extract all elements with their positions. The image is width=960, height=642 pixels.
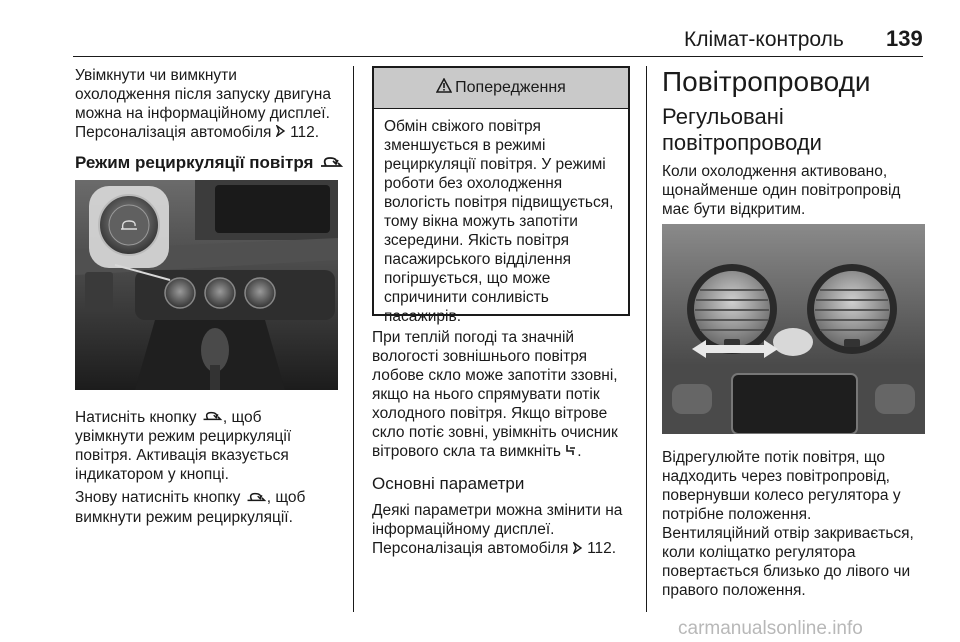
basic-settings-text: Деякі параметри можна змінити на інформаційному дисплеї. Персоналізація автомобіля bbox=[372, 502, 623, 558]
air-vents-heading: Повітропроводи bbox=[662, 66, 871, 97]
recirculation-on-paragraph bbox=[75, 408, 345, 484]
fogging-text: При теплій погоді та значній вологості зовнішнього повітря лобове скло може запотіти ззовні, якщо на нього спрямувати потік холодного повітря. Якщо вітрове скло потіє зовні, увімкніть очисник вітрового скла та вимкніть bbox=[372, 329, 618, 460]
recirculation-icon bbox=[318, 153, 344, 175]
watermark: carmanualsonline.info bbox=[678, 618, 863, 639]
intro-paragraph bbox=[75, 66, 345, 142]
para1-start: Натисніть кнопку bbox=[75, 409, 197, 426]
basic-settings-heading: Основні параметри bbox=[372, 474, 525, 494]
warning-title: Попередження bbox=[455, 79, 566, 96]
column-divider-right bbox=[646, 66, 647, 612]
para2-end: , щоб вимкнути режим рециркуляції. bbox=[75, 489, 306, 526]
reference-arrow-icon bbox=[276, 123, 286, 142]
console-photo bbox=[75, 180, 338, 390]
warning-triangle-icon bbox=[436, 78, 452, 98]
vents-adjust-paragraph: Відрегулюйте потік повітря, що надходить через повітропровід, повернувши колесо регулятора у потрібне положення. Вентиляційний отвір закривається, коли коліщатко регулятора повертається близько до лівого чи правого положення. bbox=[662, 449, 914, 599]
reference-arrow-icon bbox=[573, 540, 583, 559]
recirculation-heading-text: Режим рециркуляції повітря bbox=[75, 153, 314, 173]
right-column bbox=[662, 66, 927, 219]
left-column bbox=[75, 66, 345, 175]
right-column-lower bbox=[662, 448, 927, 600]
recirculation-heading bbox=[75, 152, 345, 175]
header-rule bbox=[73, 56, 923, 57]
footwell-airflow-icon bbox=[565, 442, 577, 461]
intro-text: Увімкнути чи вимкнути охолодження після запуску двигуна можна на інформаційному дисплеї. Персоналізація автомобіля bbox=[75, 67, 331, 141]
vents-open-paragraph: Коли охолодження активовано, щонайменше один повітропровід має бути відкритим. bbox=[662, 163, 901, 218]
basic-settings-paragraph bbox=[372, 501, 640, 558]
running-header-title: Клімат-контроль bbox=[684, 28, 844, 51]
air-vents-photo bbox=[662, 224, 925, 434]
basic-settings-reference[interactable]: 112. bbox=[587, 540, 617, 558]
recirculation-icon bbox=[201, 408, 223, 427]
warning-box bbox=[372, 66, 630, 325]
column-divider-left bbox=[353, 66, 354, 612]
fogging-paragraph: При теплій погоді та значній вологості зовнішнього повітря лобове скло може запотіти ззовні, якщо на нього спрямувати потік холодного повітря. Якщо вітрове скло потіє зовні, увімкніть очисник вітрового скла та вимкніть . bbox=[372, 329, 618, 460]
warning-header bbox=[374, 68, 628, 109]
intro-reference[interactable]: 112. bbox=[290, 124, 320, 141]
page-number: 139 bbox=[886, 26, 923, 51]
warning-body bbox=[374, 109, 628, 334]
left-column-lower bbox=[75, 408, 345, 527]
recirculation-icon bbox=[245, 489, 267, 508]
warning-text: Обмін свіжого повітря зменшується в режимі рециркуляції повітря. У режимі роботи без охолодження вологість повітря підвищується, тому вікна можуть запотіти зсередини. Якість повітря пасажирського відділення погіршується, що може спричинити сонливість пасажирів. bbox=[384, 118, 614, 325]
para1-end: , щоб увімкнути режим рециркуляції повітря. Активація вказується індикатором у кнопці. bbox=[75, 409, 292, 484]
middle-column bbox=[372, 328, 640, 559]
adjustable-vents-subheading: Регульовані повітропроводи bbox=[662, 104, 822, 155]
recirculation-off-paragraph bbox=[75, 488, 345, 526]
para2-start: Знову натисніть кнопку bbox=[75, 489, 241, 507]
